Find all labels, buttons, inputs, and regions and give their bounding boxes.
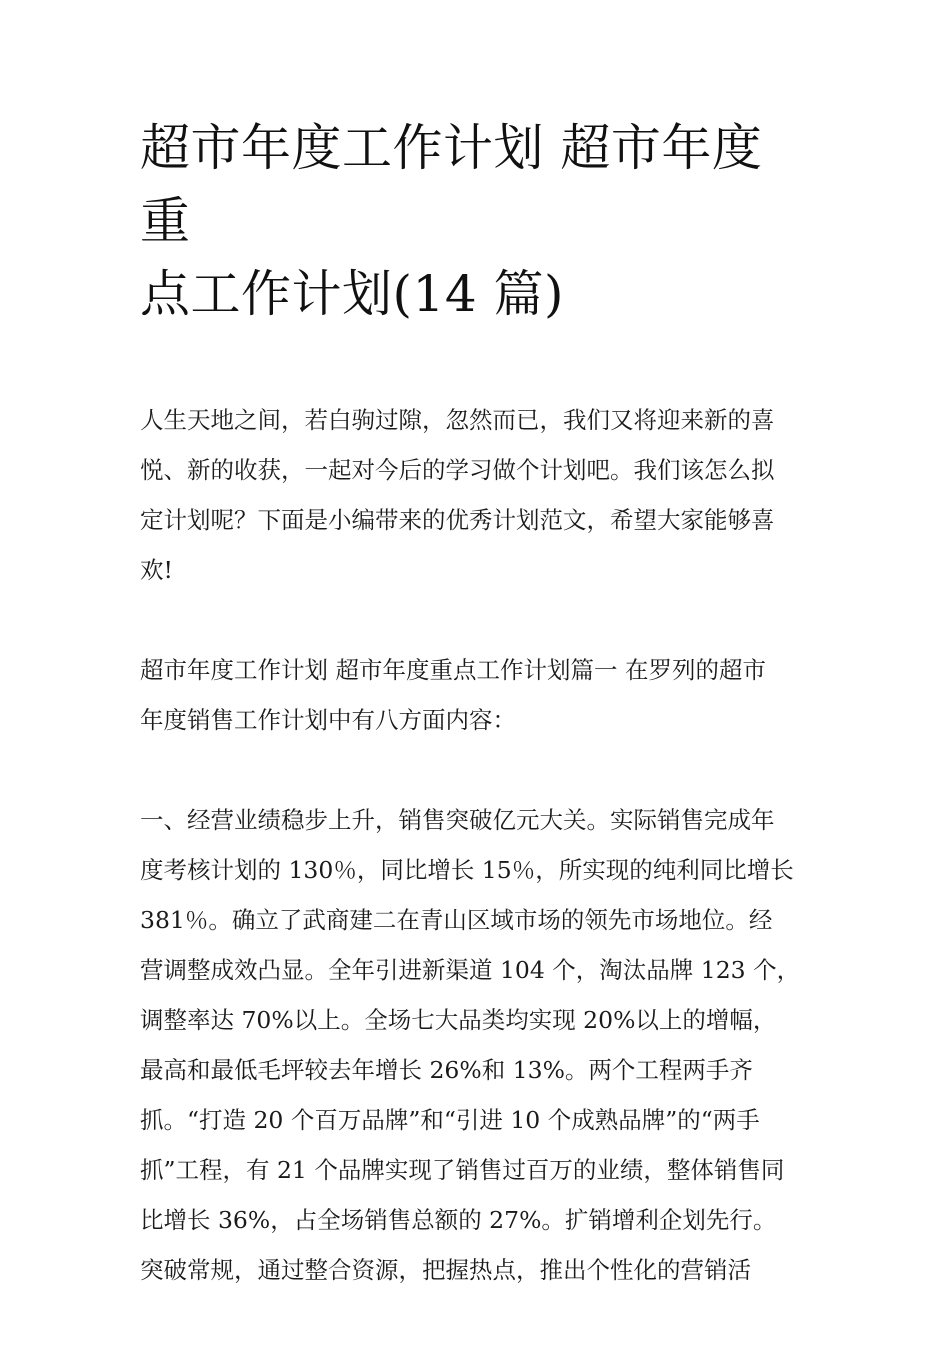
point-one-paragraph: 一、经营业绩稳步上升，销售突破亿元大关。实际销售完成年 度考核计划的 130％，同比增长 15％，所实现的纯利同比增长 381％。确立了武商建二在青山区域市场的领先市场地位。经 营调整成效凸显。全年引进新渠道 104 个，淘汰品牌 123 个， 调整率达 70%以上。全场七大品类均实现 20%以上的增幅， 最高和最低毛坪较去年增长 26%和 13%。两个工程两手齐 抓。“打造 20 个百万品牌”和“引进 10 个成熟品牌”的“两手 抓”工程，有 21 个品牌实现了销售过百万的业绩，整体销售同 比增长 36%，占全场销售总额的 27%。扩销增利企划先行。 突破常规，通过整合资源，把握热点，推出个性化的营销活 [140,806,801,1284]
document-title: 超市年度工作计划 超市年度重 点工作计划(14 篇) [140,119,763,323]
section-heading-paragraph: 超市年度工作计划 超市年度重点工作计划篇一 在罗列的超市 年度销售工作计划中有八方面内容： [140,656,766,734]
document-content [140,112,812,1345]
intro-paragraph: 人生天地之间，若白驹过隙，忽然而已，我们又将迎来新的喜 悦、新的收获，一起对今后的学习做个计划吧。我们该怎么拟 定计划呢？下面是小编带来的优秀计划范文，希望大家能够喜 欢! [140,406,775,584]
document-body [140,345,812,1345]
